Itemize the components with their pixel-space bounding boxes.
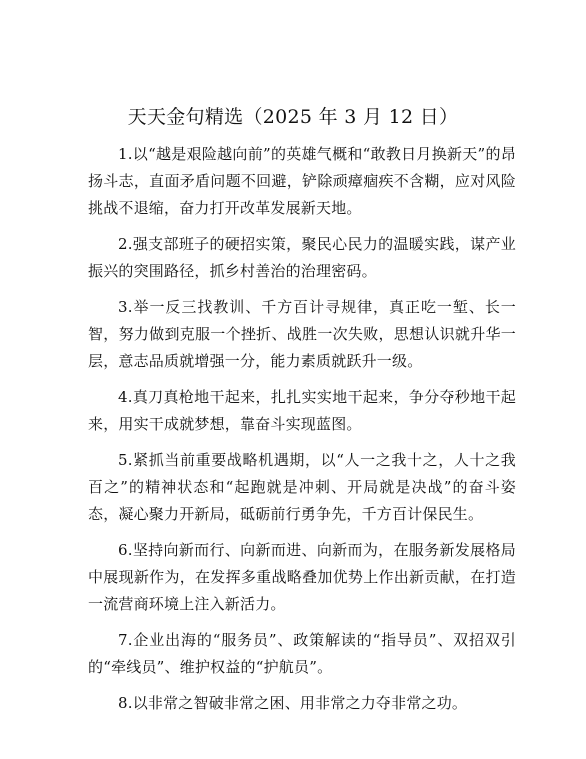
paragraph-5: 5.紧抓当前重要战略机遇期，以“人一之我十之，人十之我百之”的精神状态和“起跑就是冲刺、开局就是决战”的奋斗姿态，凝心聚力开新局，砥砺前行勇争先，千方百计保民生。 xyxy=(88,451,516,523)
paragraph-1: 1.以“越是艰险越向前”的英雄气概和“敢教日月换新天”的昂扬斗志，直面矛盾问题不回避，铲除顽瘴痼疾不含糊，应对风险挑战不退缩，奋力打开改革发展新天地。 xyxy=(88,145,516,217)
paragraph-4: 4.真刀真枪地干起来，扎扎实实地干起来，争分夺秒地干起来，用实干成就梦想，靠奋斗实现蓝图。 xyxy=(88,388,516,433)
paragraph-7: 7.企业出海的“服务员”、政策解读的“指导员”、双招双引的“牵线员”、维护权益的“护航员”。 xyxy=(88,631,516,676)
document-body xyxy=(88,141,516,726)
paragraph-8: 8.以非常之智破非常之困、用非常之力夺非常之功。 xyxy=(118,694,468,712)
paragraph-3: 3.举一反三找教训、千方百计寻规律，真正吃一堑、长一智，努力做到克服一个挫折、战胜一次失败，思想认识就升华一层，意志品质就增强一分，能力素质就跃升一级。 xyxy=(88,298,516,370)
paragraph-2: 2.强支部班子的硬招实策，聚民心民力的温暖实践，谋产业振兴的突围路径，抓乡村善治的治理密码。 xyxy=(88,235,516,280)
paragraph-6: 6.坚持向新而行、向新而进、向新而为，在服务新发展格局中展现新作为，在发挥多重战略叠加优势上作出新贡献，在打造一流营商环境上注入新活力。 xyxy=(88,541,516,613)
page-title: 天天金句精选（2025 年 3 月 12 日） xyxy=(127,106,459,128)
